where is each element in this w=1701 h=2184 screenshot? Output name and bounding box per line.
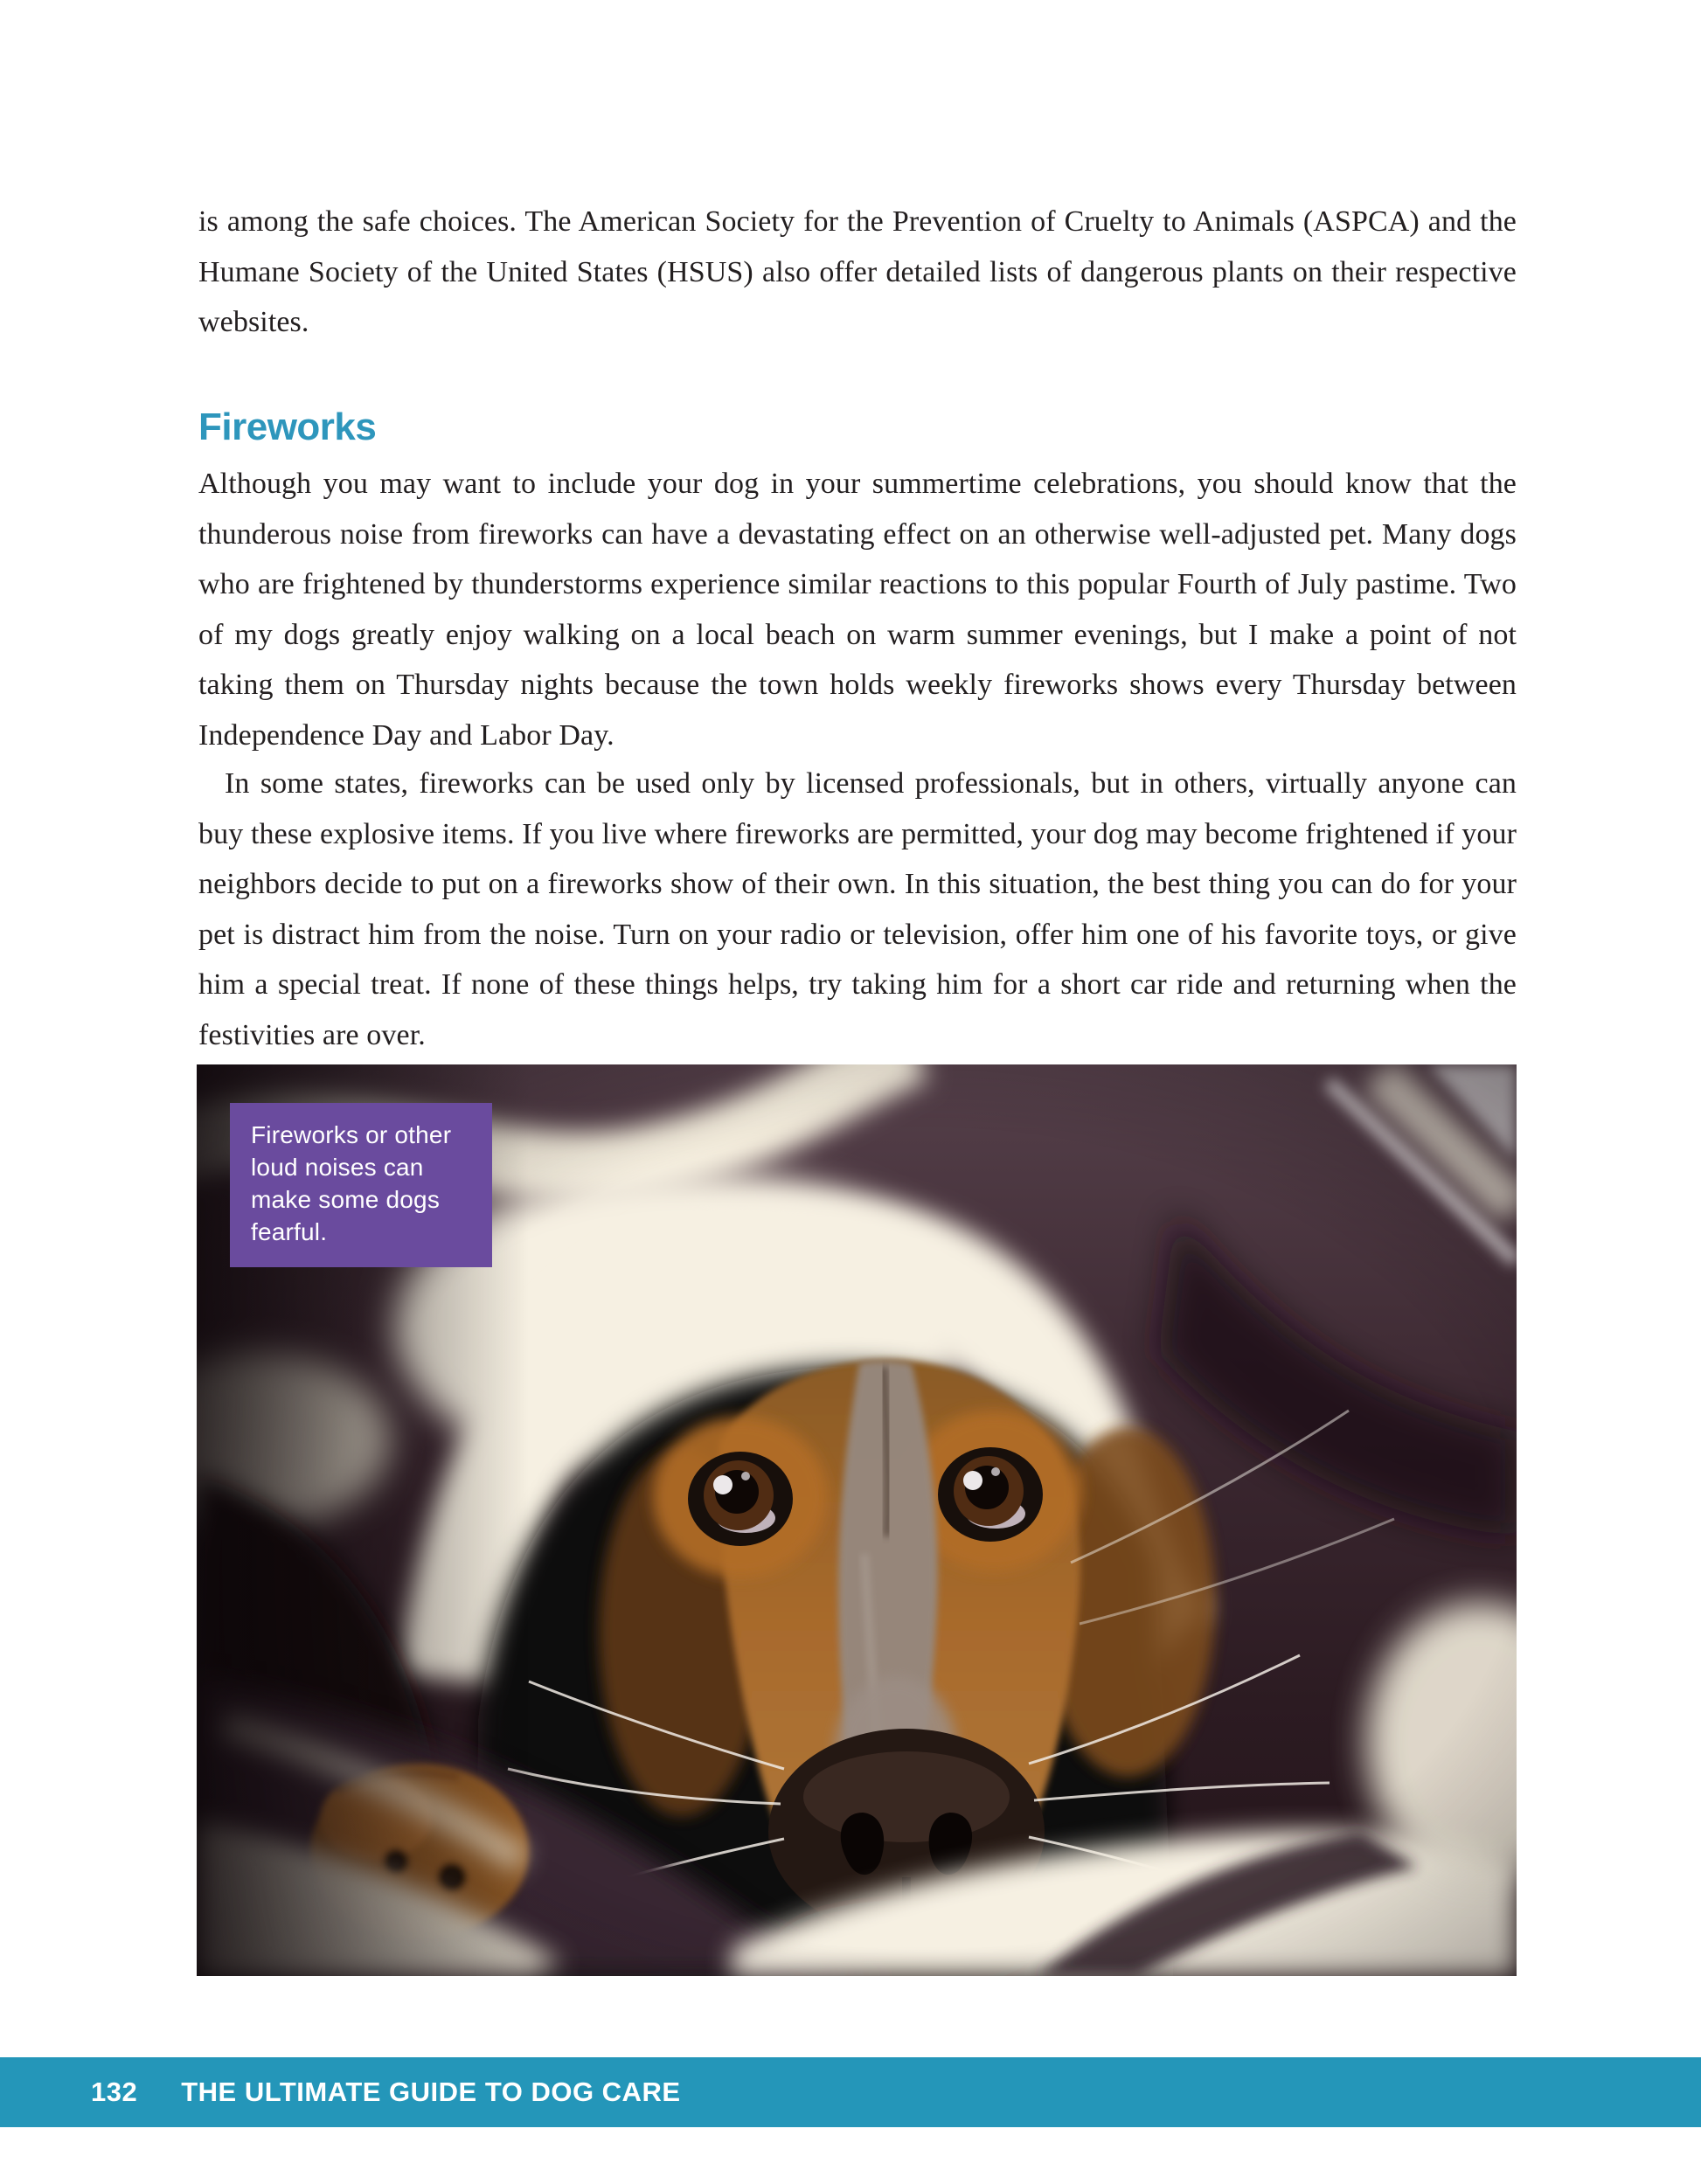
footer-book-title: THE ULTIMATE GUIDE TO DOG CARE bbox=[181, 2077, 681, 2107]
fireworks-paragraph-2: In some states, fireworks can be used only by licensed professionals, but in others, virtually anyone can buy these explosive items. If you live where fireworks are permitted, your dog may become frightened if your neighbors decide to put on a fireworks show of their own. In this situation, the best thing you can do for your pet is distract him from the noise. Turn on your radio or television, offer him one of his favorite toys, or give him a special treat. If none of these things helps, try taking him for a short car ride and returning when the festivities are over. bbox=[198, 767, 1517, 1051]
dog-photo bbox=[197, 1064, 1517, 1976]
photo-caption: Fireworks or other loud noises can make some dogs fearful. bbox=[230, 1103, 492, 1267]
intro-paragraph: is among the safe choices. The American Society for the Prevention of Cruelty to Animals (ASPCA) and the Humane Society of the United States (HSUS) also offer detailed lists of dangerous plants on their respective websites. bbox=[198, 205, 1517, 338]
footer-page-number: 132 bbox=[91, 2077, 138, 2107]
section-heading-fireworks: Fireworks bbox=[198, 405, 377, 448]
fireworks-paragraph-1: Although you may want to include your dog in your summertime celebrations, you should know that the thunderous noise from fireworks can have a devastating effect on an otherwise well-adjusted pet. Many dogs who are frightened by thunderstorms experience similar reactions to this popular Fourth of July pastime. Two of my dogs greatly enjoy walking on a local beach on warm summer evenings, but I make a point of not taking them on Thursday nights because the town holds weekly fireworks shows every Thursday between Independence Day and Labor Day. bbox=[198, 468, 1517, 752]
footer-bar bbox=[0, 2057, 1701, 2127]
